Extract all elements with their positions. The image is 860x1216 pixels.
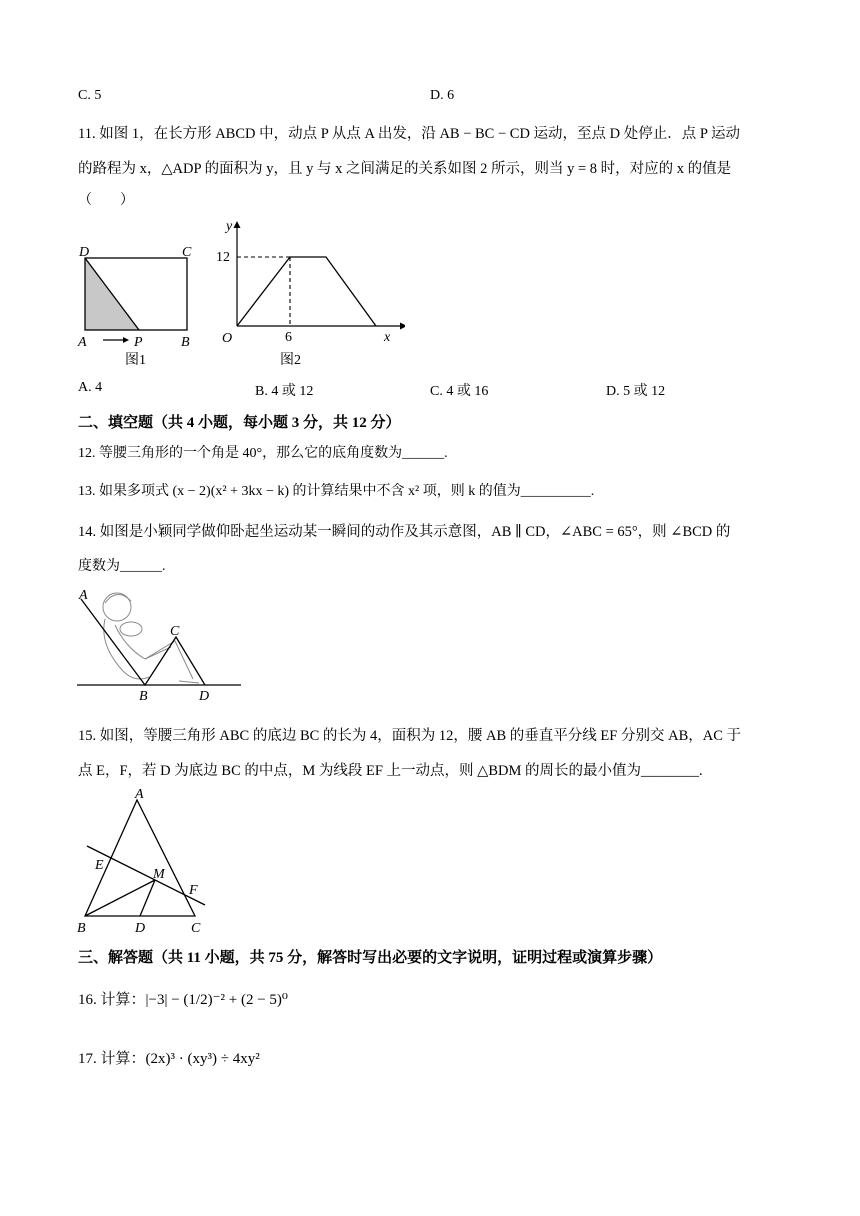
figure-2-caption: 图2 [280, 353, 301, 368]
q11-figure-1 [75, 242, 205, 370]
q11-option-b: B. 4 或 12 [255, 384, 314, 399]
x-axis-arrow-icon [400, 323, 405, 330]
q15-text-line1: 15. 如图，等腰三角形 ABC 的底边 BC 的长为 4，面积为 12，腰 AB 的垂直平分线 EF 分别交 AB，AC 于 [78, 728, 742, 744]
tick-label-6: 6 [285, 330, 292, 345]
origin-label: O [222, 331, 233, 346]
student-body [115, 625, 171, 659]
q16-text: 16. 计算：|−3| − (1/2)⁻² + (2 − 5)⁰ [78, 992, 288, 1008]
student-sketch [103, 593, 199, 683]
q12-text: 12. 等腰三角形的一个角是 40°，那么它的底角度数为______. [78, 446, 448, 461]
label-b: B [139, 689, 148, 704]
segment-bm [85, 880, 155, 916]
segment-dm [140, 880, 155, 916]
tick-label-12: 12 [216, 250, 230, 265]
label-d: D [199, 689, 210, 704]
label-d: D [79, 245, 90, 260]
figure-1-caption: 图1 [125, 353, 146, 368]
section-3-heading: 三、解答题（共 11 小题，共 75 分，解答时写出必要的文字说明，证明过程或演算步骤） [78, 950, 663, 966]
label-d: D [135, 921, 146, 936]
angle-lines-abcd [81, 599, 205, 685]
axis-label-x: x [384, 330, 391, 345]
q10-option-d: D. 6 [430, 88, 455, 103]
label-a: A [78, 335, 87, 350]
label-c: C [170, 624, 180, 639]
q11-answer-paren: （ ） [78, 193, 134, 208]
q13-text: 13. 如果多项式 (x − 2)(x² + 3kx − k) 的计算结果中不含 x² 项，则 k 的值为__________. [78, 484, 595, 499]
student-foot [179, 681, 199, 683]
section-2-heading: 二、填空题（共 4 小题，每小题 3 分，共 12 分） [78, 415, 401, 431]
q15-figure [75, 784, 215, 936]
q11-figure-2 [210, 214, 405, 370]
q14-text-line1: 14. 如图是小颖同学做仰卧起坐运动某一瞬间的动作及其示意图，AB ∥ CD，∠ABC = 65°，则 ∠BCD 的 [78, 524, 731, 540]
label-a: A [79, 588, 88, 603]
label-b: B [77, 921, 86, 936]
q11-option-d: D. 5 或 12 [606, 384, 666, 399]
q14-text-line2: 度数为______. [78, 559, 166, 574]
q15-text-line2: 点 E，F，若 D 为底边 BC 的中点，M 为线段 EF 上一动点，则 △BDM 的周长的最小值为________. [78, 763, 703, 779]
student-arm [120, 622, 142, 636]
label-e: E [95, 858, 104, 873]
label-b: B [181, 335, 190, 350]
label-c: C [191, 921, 201, 936]
axis-label-y: y [226, 219, 233, 234]
label-c: C [182, 245, 192, 260]
q14-figure [75, 585, 245, 705]
label-p: P [134, 335, 143, 350]
q11-option-a: A. 4 [78, 380, 103, 395]
q11-text-line1: 11. 如图 1，在长方形 ABCD 中，动点 P 从点 A 出发，沿 AB − BC − CD 运动，至点 D 处停止．点 P 运动 [78, 126, 741, 142]
graph-line [237, 257, 376, 326]
label-a: A [135, 787, 144, 802]
arrow-icon [123, 337, 129, 343]
q11-option-c: C. 4 或 16 [430, 384, 489, 399]
label-m: M [153, 867, 165, 882]
label-f: F [189, 883, 198, 898]
q11-text-line2: 的路程为 x，△ADP 的面积为 y，且 y 与 x 之间满足的关系如图 2 所示，则当 y = 8 时，对应的 x 的值是 [78, 161, 732, 177]
y-axis-arrow-icon [234, 221, 241, 228]
q17-text: 17. 计算：(2x)³ · (xy³) ÷ 4xy² [78, 1051, 260, 1067]
q10-option-c: C. 5 [78, 88, 102, 103]
perpendicular-bisector-ef [87, 846, 205, 905]
